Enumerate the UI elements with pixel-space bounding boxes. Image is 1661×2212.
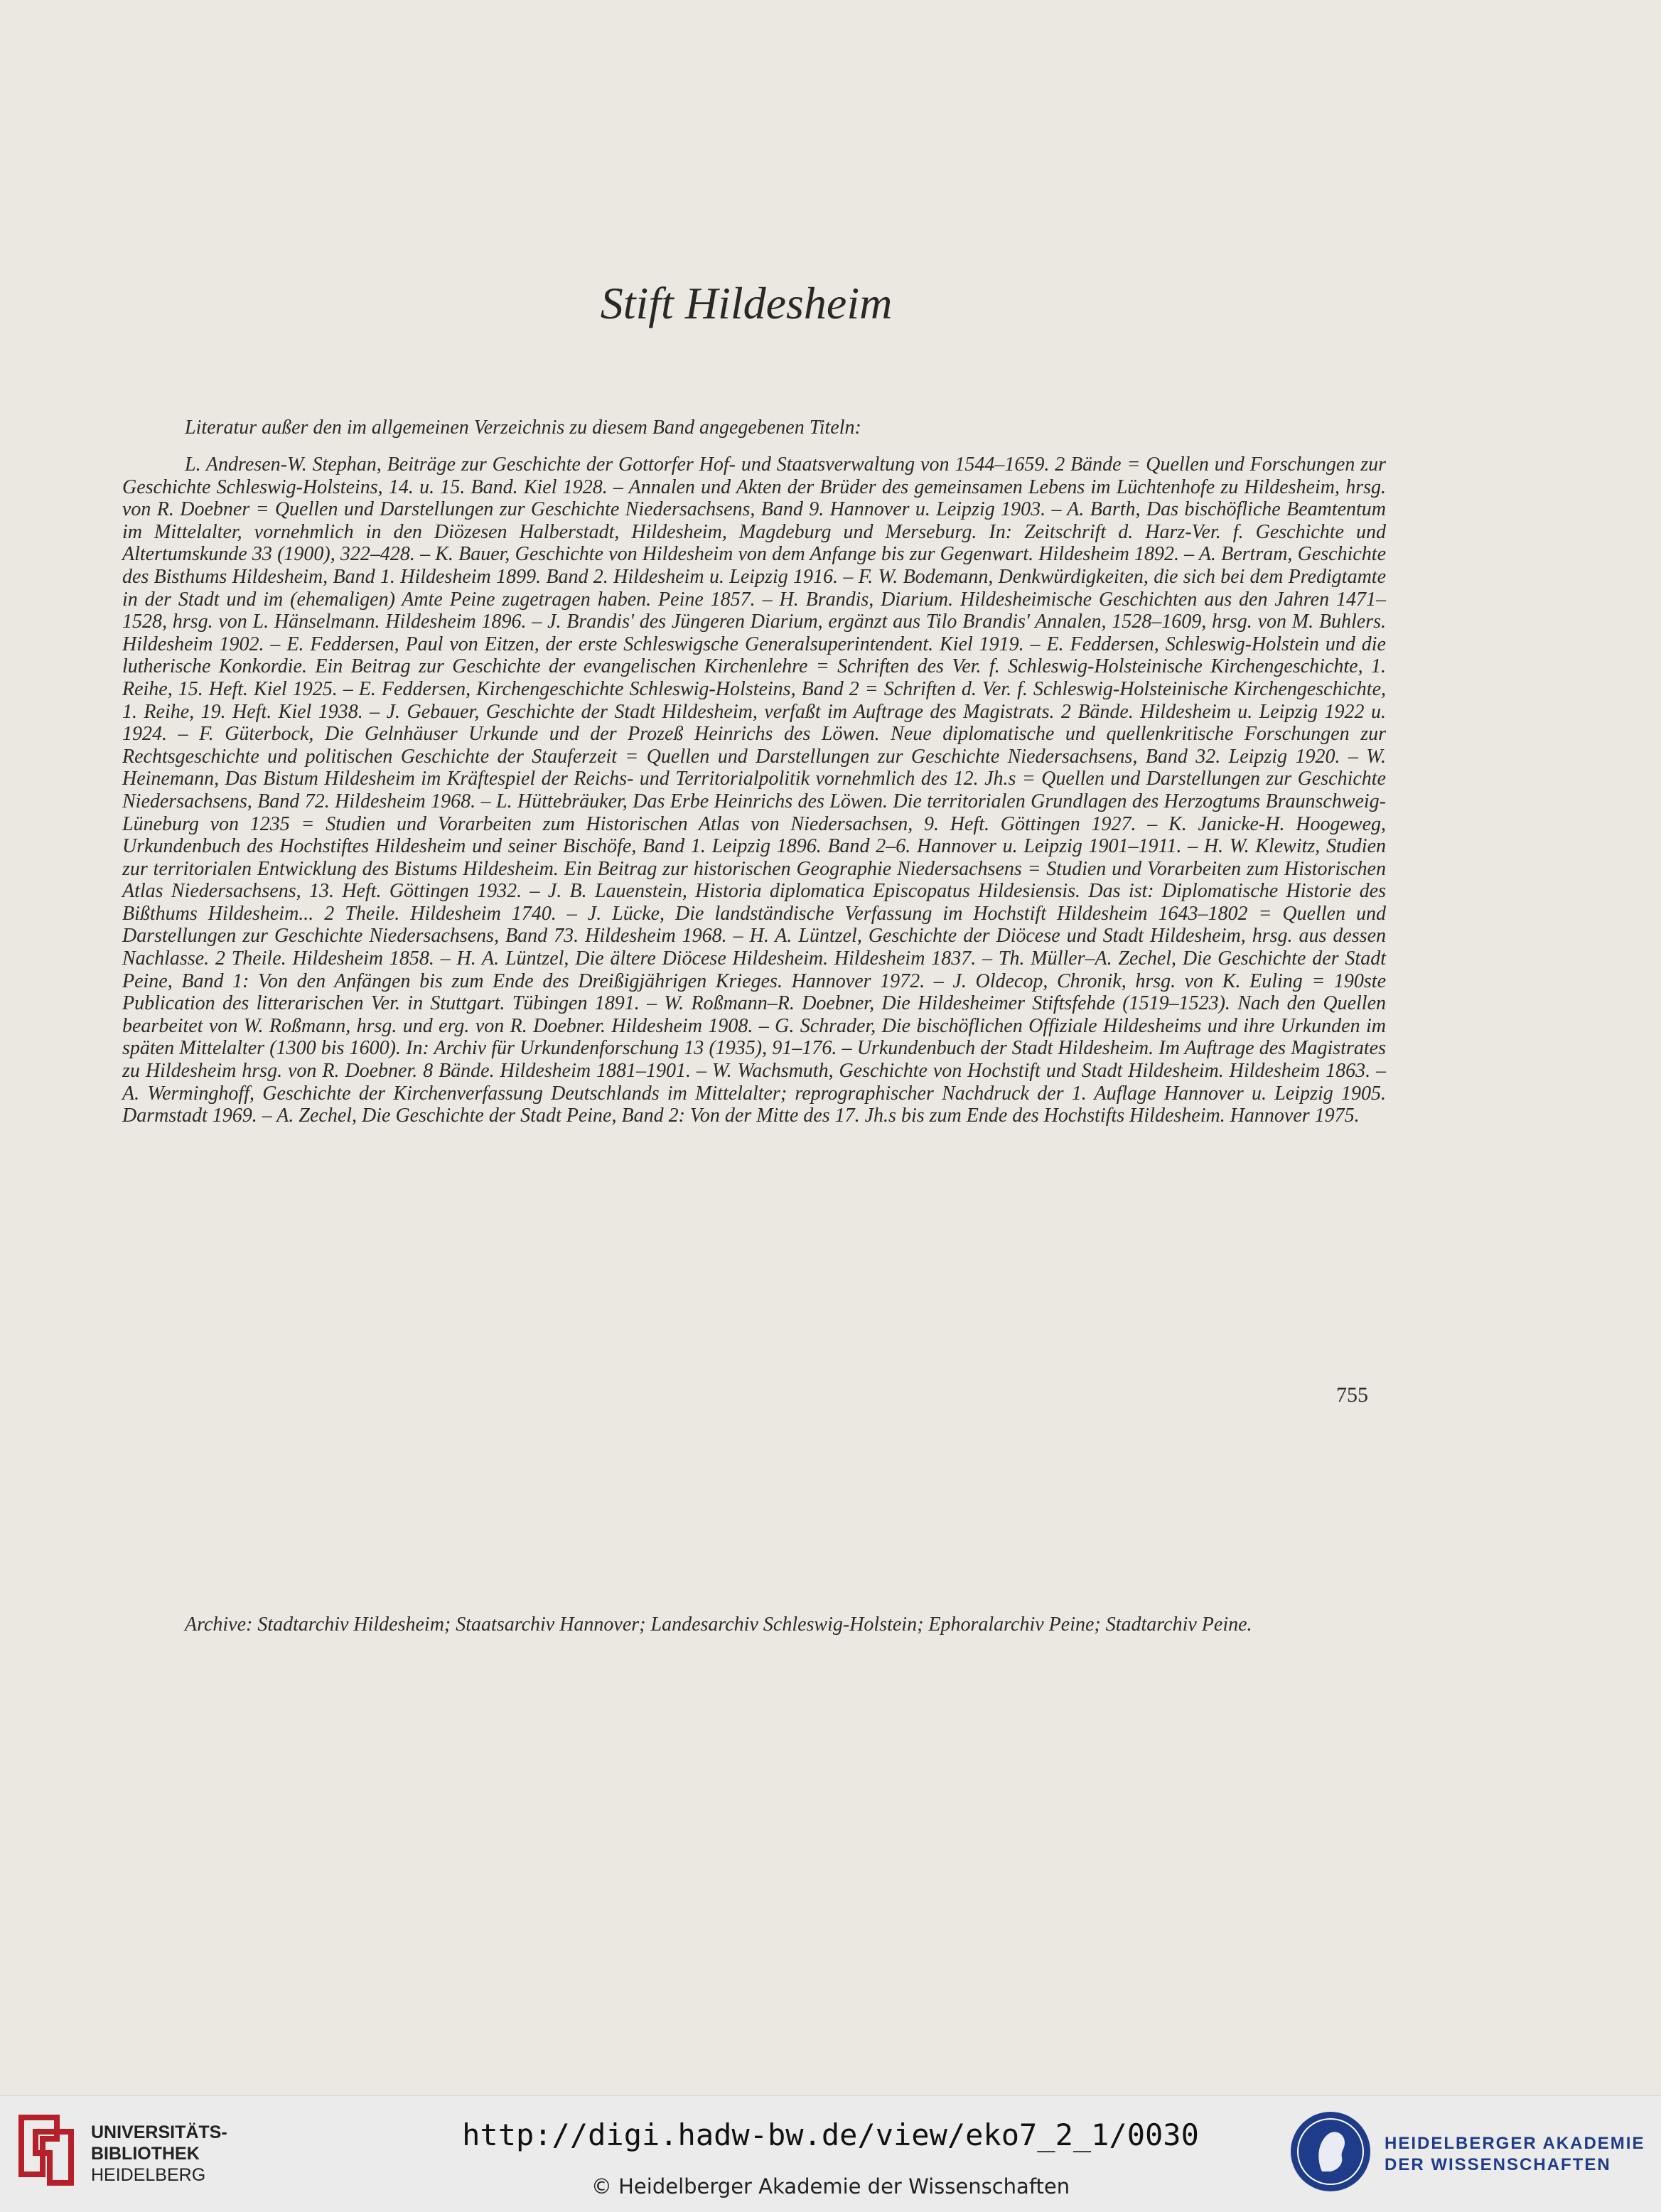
academy-name-line1: HEIDELBERGER AKADEMIE [1385, 2134, 1645, 2153]
ub-name-line1: UNIVERSITÄTS- [91, 2122, 227, 2142]
literature-intro: Literatur außer den im allgemeinen Verzeichnis zu diesem Band angegebenen Titeln: [185, 417, 861, 439]
viewer-footer [0, 2095, 1661, 2212]
archive-list: Archive: Stadtarchiv Hildesheim; Staatsarchiv Hannover; Landesarchiv Schleswig-Holstein; Ephoralarchiv Peine; Stadtarchiv Peine. [185, 1614, 1252, 1636]
academy-name-line2: DER WISSENSCHAFTEN [1385, 2155, 1611, 2174]
copyright-notice: © Heidelberger Akademie der Wissenschaften [591, 2174, 1070, 2198]
ub-name-line3: HEIDELBERG [91, 2165, 206, 2185]
academy-name[interactable] [1385, 2133, 1645, 2176]
literature-list: L. Andresen-W. Stephan, Beiträge zur Geschichte der Gottorfer Hof- und Staatsverwaltung von 1544–1659. 2 Bände = Quellen und Forschungen zur Geschichte Schleswig-Holsteins, 14. u. 15. Band. Kiel 1928. – Annalen und Akten der Brüder des gemeinsamen Lebens im Lüchtenhofe zu Hildesheim, hrsg. von R. Doebner = Quellen und Darstellungen zur Geschichte Niedersachsens, Band 9. Hannover u. Leipzig 1903. – A. Barth, Das bischöfliche Beamtentum im Mittelalter, vornehmlich in den Diözesen Halberstadt, Hildesheim, Magdeburg und Merseburg. In: Zeitschrift d. Harz-Ver. f. Geschichte und Altertumskunde 33 (1900), 322–428. – K. Bauer, Geschichte von Hildesheim von dem Anfange bis zur Gegenwart. Hildesheim 1892. – A. Bertram, Geschichte des Bisthums Hildesheim, Band 1. Hildesheim 1899. Band 2. Hildesheim u. Leipzig 1916. – F. W. Bodemann, Denkwürdigkeiten, die sich bei dem Predigtamte in der Stadt und im (ehemaligen) Amte Peine zugetragen haben. Peine 1857. – H. Brandis, Diarium. Hildesheimische Geschichten aus den Jahren 1471–1528, hrsg. von L. Hänselmann. Hildesheim 1896. – J. Brandis' des Jüngeren Diarium, ergänzt aus Tilo Brandis' Annalen, 1528–1609, hrsg. von M. Buhlers. Hildesheim 1902. – E. Feddersen, Paul von Eitzen, der erste Schleswigsche Generalsuperintendent. Kiel 1919. – E. Feddersen, Schleswig-Holstein und die lutherische Konkordie. Ein Beitrag zur Geschichte der evangelischen Kirchenlehre = Schriften des Ver. f. Schleswig-Holsteinische Kirchengeschichte, 1. Reihe, 15. Heft. Kiel 1925. – E. Feddersen, Kirchengeschichte Schleswig-Holsteins, Band 2 = Schriften d. Ver. f. Schleswig-Holsteinische Kirchengeschichte, 1. Reihe, 19. Heft. Kiel 1938. – J. Gebauer, Geschichte der Stadt Hildesheim, verfaßt im Auftrage des Magistrats. 2 Bände. Hildesheim u. Leipzig 1922 u. 1924. – F. Güterbock, Die Gelnhäuser Urkunde und der Prozeß Heinrichs des Löwen. Neue diplomatische und quellenkritische Forschungen zur Rechtsgeschichte und politischen Geschichte der Stauferzeit = Quellen und Darstellungen zur Geschichte Niedersachsens, Band 32. Leipzig 1920. – W. Heinemann, Das Bistum Hildesheim im Kräftespiel der Reichs- und Territorialpolitik vornehmlich des 12. Jh.s = Quellen und Darstellungen zur Geschichte Niedersachsens, Band 72. Hildesheim 1968. – L. Hüttebräuker, Das Erbe Heinrichs des Löwen. Die territorialen Grundlagen des Herzogtums Braunschweig-Lüneburg von 1235 = Studien und Vorarbeiten zum Historischen Atlas von Niedersachsen, 9. Heft. Göttingen 1927. – K. Janicke-H. Hoogeweg, Urkundenbuch des Hochstiftes Hildesheim und seiner Bischöfe, Band 1. Leipzig 1896. Band 2–6. Hannover u. Leipzig 1901–1911. – H. W. Klewitz, Studien zur territorialen Entwicklung des Bistums Hildesheim. Ein Beitrag zur historischen Geographie Niedersachsens = Studien und Vorarbeiten zum Historischen Atlas Niedersachsens, 13. Heft. Göttingen 1932. – J. B. Lauenstein, Historia diplomatica Episcopatus Hildesiensis. Das ist: Diplomatische Historie des Bißthums Hildesheim... 2 Theile. Hildesheim 1740. – J. Lücke, Die landständische Verfassung im Hochstift Hildesheim 1643–1802 = Quellen und Darstellungen zur Geschichte Niedersachsens, Band 73. Hildesheim 1968. – H. A. Lüntzel, Geschichte der Diöcese und Stadt Hildesheim, hrsg. aus dessen Nachlasse. 2 Theile. Hildesheim 1858. – H. A. Lüntzel, Die ältere Diöcese Hildesheim. Hildesheim 1837. – Th. Müller–A. Zechel, Die Geschichte der Stadt Peine, Band 1: Von den Anfängen bis zum Ende des Dreißigjährigen Krieges. Hannover 1972. – J. Oldecop, Chronik, hrsg. von K. Euling = 190ste Publication des litterarischen Ver. in Stuttgart. Tübingen 1891. – W. Roßmann–R. Doebner, Die Hildesheimer Stiftsfehde (1519–1523). Nach den Quellen bearbeitet von W. Roßmann, hrsg. und erg. von R. Doebner. Hildesheim 1908. – G. Schrader, Die bischöflichen Offiziale Hildesheims und ihre Urkunden im späten Mittelalter (1300 bis 1600). In: Archiv für Urkundenforschung 13 (1935), 91–176. – Urkundenbuch der Stadt Hildesheim. Im Auftrage des Magistrates zu Hildesheim hrsg. von R. Doebner. 8 Bände. Hildesheim 1881–1901. – W. Wachsmuth, Geschichte von Hochstift und Stadt Hildesheim. Hildesheim 1863. – A. Werminghoff, Geschichte der Kirchenverfassung Deutschlands im Mittelalter; reprographischer Nachdruck der 1. Auflage Hannover u. Leipzig 1905. Darmstadt 1969. – A. Zechel, Die Geschichte der Stadt Peine, Band 2: Von der Mitte des 17. Jh.s bis zum Ende des Hochstifts Hildesheim. Hannover 1975. [122, 453, 1386, 1127]
page-title: Stift Hildesheim [600, 278, 893, 328]
ub-name-line2: BIBLIOTHEK [91, 2144, 200, 2164]
permalink-url[interactable]: http://digi.hadw-bw.de/view/eko7_2_1/0030 [462, 2117, 1199, 2152]
academy-seal-icon[interactable] [1288, 2109, 1373, 2194]
page-number: 755 [1336, 1383, 1368, 1407]
